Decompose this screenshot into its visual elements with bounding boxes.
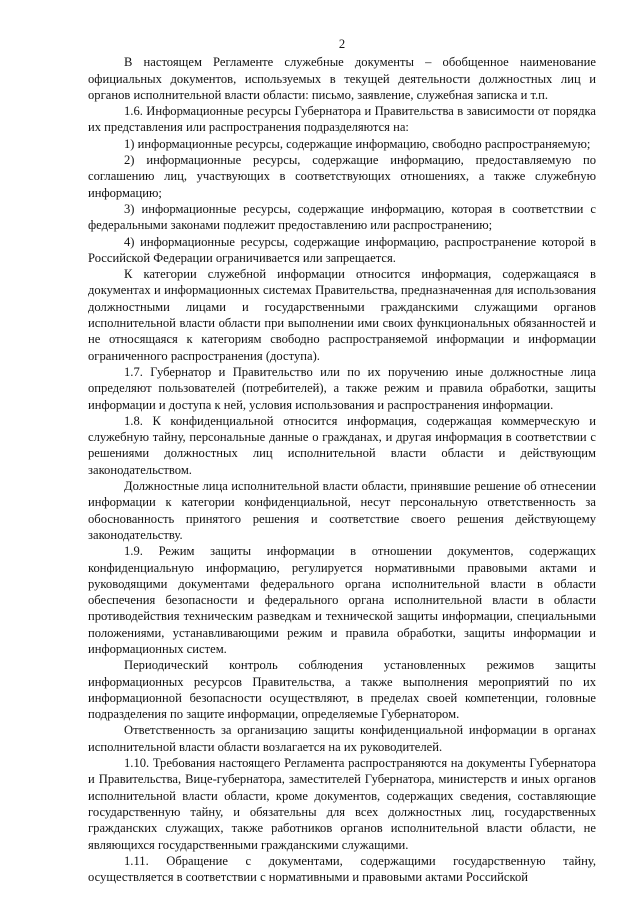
paragraph-list-item-3: 3) информационные ресурсы, содержащие информацию, которая в соответствии с федеральными законами подлежит предоставлению или распространению; <box>88 201 596 233</box>
paragraph-list-item-1: 1) информационные ресурсы, содержащие информацию, свободно распространяемую; <box>124 136 591 151</box>
paragraph-service-documents: В настоящем Регламенте служебные документы – обобщенное наименование официальных документов, используемых в текущей деятельности должностных лиц и органов исполнительной власти области: письмо, заявление, служебная записка и т.п. <box>88 55 596 102</box>
paragraph-1-9: 1.9. Режим защиты информации в отношении документов, содержащих конфиденциальную информацию, регулируется нормативными правовыми актами и руководящими документами федерального органа исполнительной власти в области обеспечения безопасности и федерального органа исполнительной власти в области противодействия техническим разведкам и технической защиты информации, специальными положениями, устанавливающими режим и правила обработки, защиты информации и информационных систем. <box>88 544 596 656</box>
document-page <box>88 36 596 885</box>
paragraph-service-information: К категории служебной информации относится информация, содержащаяся в документах и информационных системах Правительства, предназначенная для использования должностными лицами и государственными гражданскими служащими органов исполнительной власти области при выполнении ими своих функциональных обязанностей и не относящаяся к категориям свободно распространяемой информации и информации ограниченного распространения (доступа). <box>88 267 596 363</box>
paragraph-list-item-4: 4) информационные ресурсы, содержащие информацию, распространение которой в Российской Федерации ограничивается или запрещается. <box>88 234 596 265</box>
paragraph-1-11: 1.11. Обращение с документами, содержащими государственную тайну, осуществляется в соответствии с нормативными и правовыми актами Российской <box>88 853 596 885</box>
paragraph-list-item-2: 2) информационные ресурсы, содержащие информацию, предоставляемую по соглашению лиц, участвующих в соответствующих отношениях, а также служебную информацию; <box>88 153 596 200</box>
paragraph-protection-responsibility: Ответственность за организацию защиты конфиденциальной информации в органах исполнительной власти области возлагается на их руководителей. <box>88 723 596 754</box>
paragraph-officials-responsibility: Должностные лица исполнительной власти области, принявшие решение об отнесении информации к категории конфиденциальной, несут персональную ответственность за обоснованность принятого решения и соответствие своего решения действующему законодательству. <box>88 479 596 542</box>
paragraph-periodic-control: Периодический контроль соблюдения установленных режимов защиты информационных ресурсов Правительства, а также выполнения мероприятий по их информационной безопасности осуществляют, в пределах своей компетенции, головные подразделения по защите информации, определяемые Губернатором. <box>88 658 596 722</box>
paragraph-1-6: 1.6. Информационные ресурсы Губернатора и Правительства в зависимости от порядка их представления или распространения подразделяются на: <box>88 104 596 135</box>
paragraph-1-8: 1.8. К конфиденциальной относится информация, содержащая коммерческую и служебную тайну, персональные данные о гражданах, и другая информация в соответствии с решениями должностных лиц исполнительной власти области и действующим законодательством. <box>88 413 596 477</box>
document-body <box>88 54 596 885</box>
paragraph-1-7: 1.7. Губернатор и Правительство или по их поручению иные должностные лица определяют пользователей (потребителей), а также режим и правила обработки, защиты информации и доступа к ней, условия использования и распространения информации. <box>88 364 596 412</box>
page-number: 2 <box>338 37 346 51</box>
paragraph-1-10: 1.10. Требования настоящего Регламента распространяются на документы Губернатора и Правительства, Вице-губернатора, заместителей Губернатора, министерств и иных органов исполнительной власти области, кроме документов, содержащих сведения, составляющие государственную тайну, и обязательны для всех должностных лиц, государственных гражданских служащих, также работников органов исполнительной власти области, не являющихся государственными гражданскими служащими. <box>88 756 596 852</box>
